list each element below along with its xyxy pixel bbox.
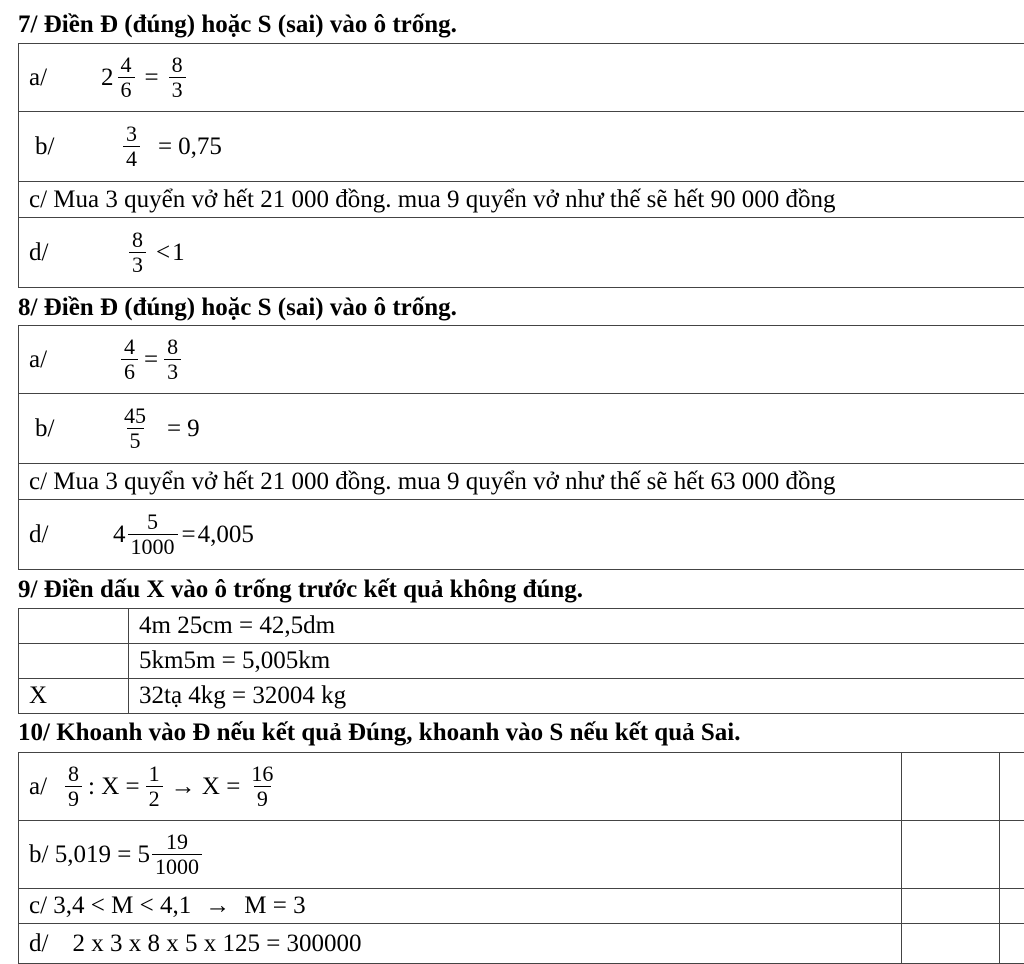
row-text: c/ 3,4 < M < 4,1: [19, 892, 191, 920]
whole-number: 2: [101, 64, 114, 92]
fraction: $\frac{5}{1000}$: [128, 510, 178, 559]
whole-number: 4: [113, 521, 126, 549]
exercise-10-row-b: [19, 821, 1024, 889]
measurement-expression: 4m 25cm = 42,5dm: [129, 612, 335, 640]
answer-box-s[interactable]: [1000, 924, 1024, 964]
exercise-9-row: [19, 679, 1024, 714]
exercise-10-title: 10/ Khoanh vào Đ nếu kết quả Đúng, khoanh vào S nếu kết quả Sai.: [18, 718, 740, 748]
answer-box[interactable]: [19, 679, 129, 714]
answer-box-s[interactable]: [1000, 753, 1024, 821]
exercise-7-row-b: [19, 112, 1024, 182]
answer-box-d[interactable]: [902, 821, 1000, 889]
fraction: $\frac{19}{1000}$: [152, 830, 202, 879]
equals-sign: =: [144, 346, 158, 374]
rhs-value: 1: [172, 239, 185, 267]
exercise-8-row-b: [19, 394, 1024, 464]
rhs-value: 9: [187, 415, 200, 443]
rhs-value: 0,75: [178, 133, 222, 161]
x-mark: X: [19, 682, 47, 710]
row-label: d/: [19, 239, 87, 267]
row-label: a/: [19, 64, 87, 92]
row-label: b/ 5,019 = 5: [19, 841, 150, 869]
row-label: a/: [19, 346, 87, 374]
exercise-8-table: [18, 325, 1024, 570]
rhs-value: M = 3: [244, 892, 305, 920]
equals-sign: =: [158, 133, 172, 161]
fraction: $\frac{45}{5}$: [121, 404, 149, 453]
measurement-expression: 5km5m = 5,005km: [129, 647, 330, 675]
arrow-icon: →: [205, 892, 230, 920]
exercise-9-row: [19, 609, 1024, 644]
fraction: $\frac{4}{6}$: [121, 335, 138, 384]
fraction: $\frac{8}{3}$: [169, 53, 186, 102]
exercise-9-title: 9/ Điền dấu X vào ô trống trước kết quả không đúng.: [18, 575, 583, 605]
measurement-expression: 32tạ 4kg = 32004 kg: [129, 682, 346, 710]
answer-box-d[interactable]: [902, 889, 1000, 924]
exercise-10-row-d: [19, 924, 1024, 964]
exercise-7-table: [18, 43, 1024, 288]
row-label: b/: [19, 133, 87, 161]
exercise-7-row-a: [19, 44, 1024, 112]
exercise-7-row-d: [19, 218, 1024, 288]
equals-sign: =: [145, 64, 159, 92]
fraction: $\frac{8}{3}$: [129, 228, 146, 277]
answer-box-s[interactable]: [1000, 821, 1024, 889]
less-than-sign: <: [156, 239, 170, 267]
row-label: d/: [19, 930, 48, 958]
colon-x-equals: : X =: [88, 773, 140, 801]
rhs-value: 4,005: [198, 521, 254, 549]
fraction: $\frac{16}{9}$: [248, 762, 276, 811]
fraction: $\frac{8}{3}$: [164, 335, 181, 384]
fraction: $\frac{4}{6}$: [118, 53, 135, 102]
product-expression: 2 x 3 x 8 x 5 x 125 = 300000: [72, 930, 361, 958]
row-text: c/ Mua 3 quyển vở hết 21 000 đồng. mua 9 quyển vở như thế sẽ hết 63 000 đồng: [19, 468, 836, 496]
equals-sign: =: [167, 415, 181, 443]
exercise-8-row-a: [19, 326, 1024, 394]
answer-box[interactable]: [19, 609, 129, 644]
exercise-10-row-a: [19, 753, 1024, 821]
exercise-10-row-c: [19, 889, 1024, 924]
answer-box-s[interactable]: [1000, 889, 1024, 924]
exercise-8-title: 8/ Điền Đ (đúng) hoặc S (sai) vào ô trống.: [18, 293, 457, 323]
row-label: a/: [19, 773, 47, 801]
fraction: $\frac{1}{2}$: [146, 762, 163, 811]
answer-box[interactable]: [19, 644, 129, 679]
exercise-8-row-d: [19, 500, 1024, 570]
answer-box-d[interactable]: [902, 753, 1000, 821]
exercise-7-row-c: [19, 182, 1024, 218]
fraction: $\frac{8}{9}$: [65, 762, 82, 811]
arrow-x-equals: → X =: [171, 773, 241, 801]
exercise-9-table: [18, 608, 1024, 714]
row-label: d/: [19, 521, 87, 549]
fraction: $\frac{3}{4}$: [123, 122, 140, 171]
row-text: c/ Mua 3 quyển vở hết 21 000 đồng. mua 9 quyển vở như thế sẽ hết 90 000 đồng: [19, 186, 836, 214]
answer-box-d[interactable]: [902, 924, 1000, 964]
equals-sign: =: [182, 521, 196, 549]
exercise-8-row-c: [19, 464, 1024, 500]
row-label: b/: [19, 415, 87, 443]
exercise-9-row: [19, 644, 1024, 679]
exercise-10-table: [18, 752, 1024, 964]
exercise-7-title: 7/ Điền Đ (đúng) hoặc S (sai) vào ô trống.: [18, 10, 457, 40]
